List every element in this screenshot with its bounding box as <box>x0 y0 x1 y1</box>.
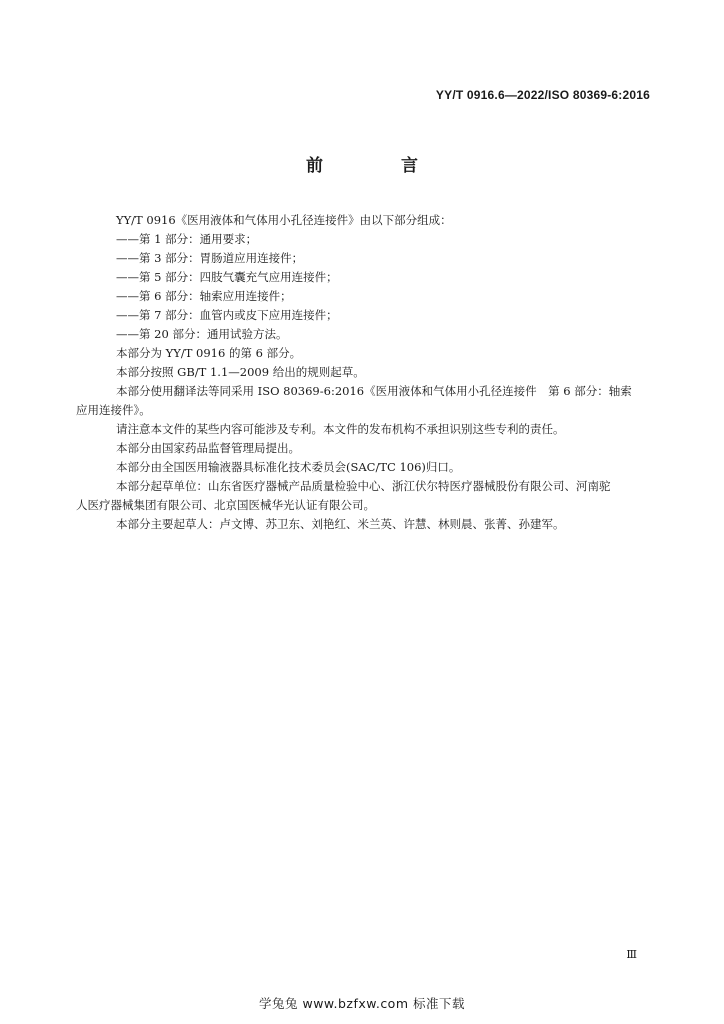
standard-code: YY/T 0916.6—2022/ISO 80369-6:2016 <box>435 88 650 102</box>
centralized-by-paragraph: 本部分由全国医用输液器具标准化技术委员会(SAC/TC 106)归口。 <box>116 460 461 474</box>
body-text <box>76 211 656 534</box>
intro-paragraph: YY/T 0916《医用液体和气体用小孔径连接件》由以下部分组成： <box>116 213 452 227</box>
translation-paragraph-line2: 应用连接件》。 <box>76 403 151 417</box>
drafting-units-line1: 本部分起草单位：山东省医疗器械产品质量检验中心、浙江伏尔特医疗器械股份有限公司、河南驼 <box>116 479 611 493</box>
drafters-paragraph: 本部分主要起草人：卢文博、苏卫东、刘艳红、米兰英、许慧、林则晨、张菁、孙建军。 <box>116 517 565 531</box>
list-item: ——第 3 部分：胃肠道应用连接件； <box>116 251 304 265</box>
list-item: ——第 7 部分：血管内或皮下应用连接件； <box>116 308 338 322</box>
footer-watermark: 学兔兔 www.bzfxw.com 标准下载 <box>259 996 465 1011</box>
list-item: ——第 6 部分：轴索应用连接件； <box>116 289 292 303</box>
drafting-rules-paragraph: 本部分按照 GB/T 1.1—2009 给出的规则起草。 <box>116 365 365 379</box>
list-item: ——第 1 部分：通用要求； <box>116 232 258 246</box>
translation-paragraph-line1: 本部分使用翻译法等同采用 ISO 80369-6:2016《医用液体和气体用小孔径连接件 第 6 部分：轴索 <box>116 384 632 398</box>
list-item: ——第 20 部分：通用试验方法。 <box>116 327 288 341</box>
page-number: Ⅲ <box>626 948 637 961</box>
patent-notice-paragraph: 请注意本文件的某些内容可能涉及专利。本文件的发布机构不承担识别这些专利的责任。 <box>116 422 565 436</box>
page-title: 前 言 <box>306 156 454 176</box>
list-item: ——第 5 部分：四肢气囊充气应用连接件； <box>116 270 338 284</box>
part-of-paragraph: 本部分为 YY/T 0916 的第 6 部分。 <box>116 346 302 360</box>
drafting-units-line2: 人医疗器械集团有限公司、北京国医械华光认证有限公司。 <box>76 498 375 512</box>
proposed-by-paragraph: 本部分由国家药品监督管理局提出。 <box>116 441 300 455</box>
